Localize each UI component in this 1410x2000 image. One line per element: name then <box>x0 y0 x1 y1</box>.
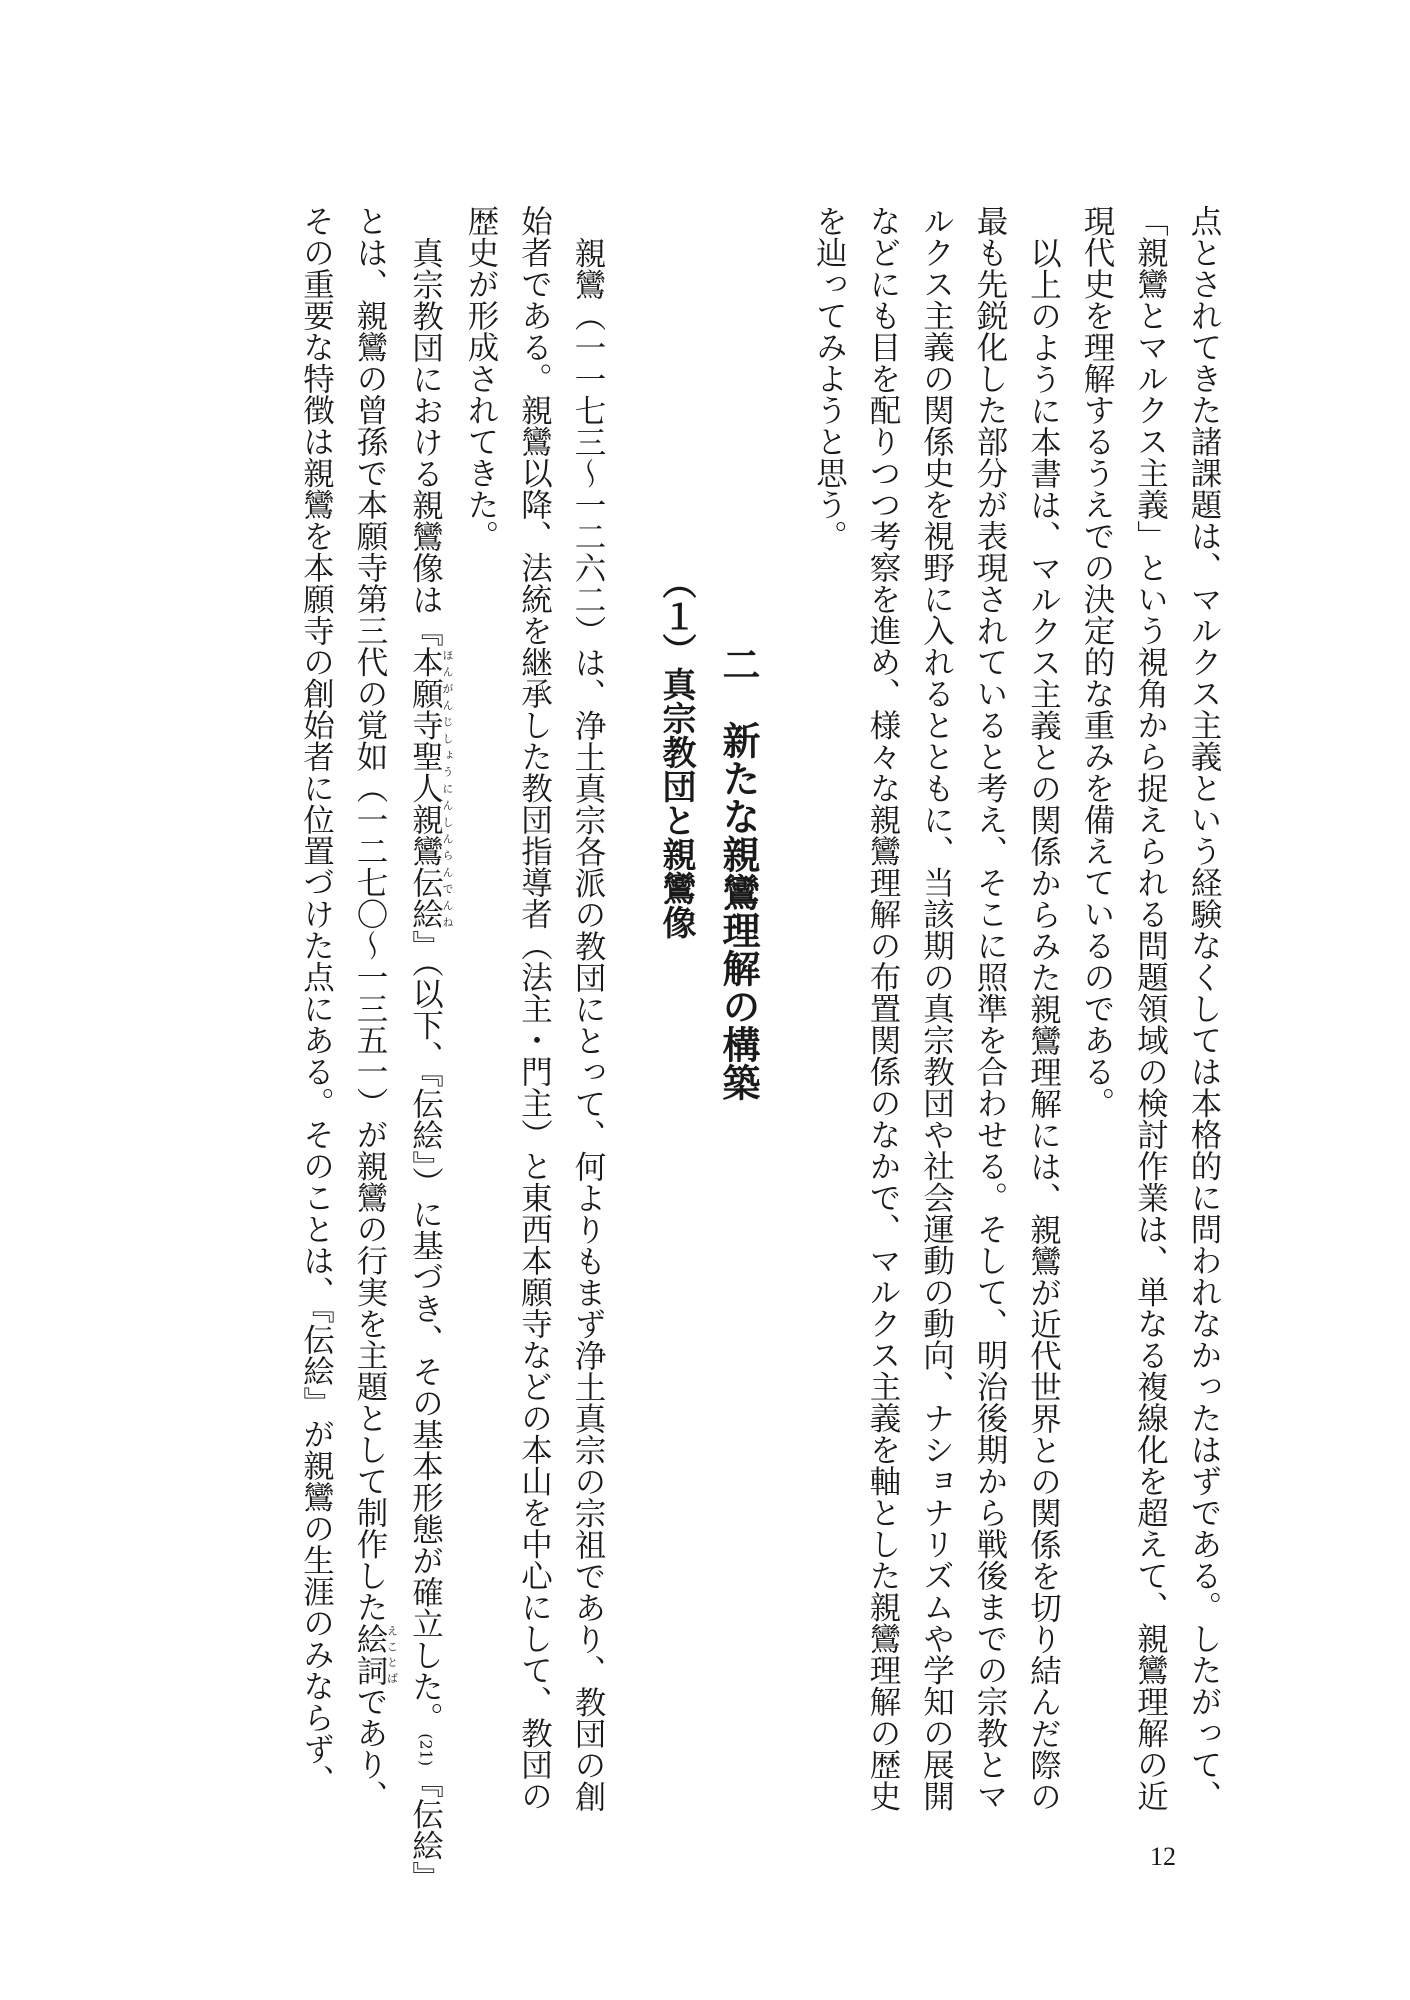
body-line: 親鸞（一一七三〜一二六二）は、浄土真宗各派の教団にとって、何よりもまず浄土真宗の宗祖であり、教団の創 <box>570 236 606 1812</box>
body-line: 歴史が形成されてきた。 <box>463 205 499 552</box>
ruby-ekotoba <box>352 1622 399 1686</box>
ruby-base: 本願寺聖人親鸞伝絵 <box>407 646 444 930</box>
body-line <box>398 205 454 1892</box>
body-line: を辿ってみようと思う。 <box>811 205 848 552</box>
text-run: とは、親鸞の曾孫で本願寺第三代の覚如（一二七〇〜一三五一）が親鸞の行実を主題として制作した <box>352 205 388 1623</box>
body-line: 点とされてきた諸課題は、マルクス主義という経験なくしては本格的に問われなかったはずである。したがって、 <box>1186 205 1222 1812</box>
body-line: 「親鸞とマルクス主義」という視角から捉えられる問題領域の検討作業は、単なる複線化を超えて、親鸞理解の近 <box>1132 205 1169 1812</box>
body-line: 最も先鋭化した部分が表現されていると考え、そこに照準を合わせる。そして、明治後期から戦後までの宗教とマ <box>972 205 1008 1812</box>
body-line <box>343 205 399 1812</box>
text-run: であり、 <box>352 1685 388 1812</box>
ruby-reading: えことば <box>385 1622 399 1686</box>
section-heading: 二 新たな親鸞理解の構築 <box>716 645 761 1101</box>
footnote-ref[interactable]: (21) <box>416 1732 436 1766</box>
text-run: 』（以下、『伝絵』）に基づき、その基本形態が確立した。 <box>407 929 444 1733</box>
body-line: ルクス主義の関係史を視野に入れるとともに、当該期の真宗教団や社会運動の動向、ナショナリズムや学知の展開 <box>918 205 955 1812</box>
text-run: 『伝絵』 <box>407 1765 444 1892</box>
spacer <box>770 205 802 206</box>
body-line: 以上のように本書は、マルクス主義との関係からみた親鸞理解には、親鸞が近代世界との関係を切り結んだ際の <box>1025 236 1062 1812</box>
body-line: 現代史を理解するうえでの決定的な重みを備えているのである。 <box>1079 205 1115 1119</box>
ruby-title <box>407 646 454 930</box>
body-line: その重要な特徴は親鸞を本願寺の創始者に位置づけた点にある。そのことは、『伝絵』が親鸞の生涯のみならず、 <box>298 205 335 1796</box>
subsection-heading: （１）真宗教団と親鸞像 <box>656 565 696 939</box>
ruby-reading: ほんがんじしょうにんしんらんでんね <box>441 646 454 930</box>
body-line: 始者である。親鸞以降、法統を継承した教団指導者（法主・門主）と東西本願寺などの本山を中心にして、教団の <box>516 205 553 1812</box>
body-line: などにも目を配りつつ考察を進め、様々な親鸞理解の布置関係のなかで、マルクス主義を軸とした親鸞理解の歴史 <box>865 205 901 1812</box>
ruby-base: 絵詞 <box>352 1622 388 1686</box>
text-run: 真宗教団における親鸞像は『 <box>407 236 444 646</box>
page-number: 12 <box>1150 1842 1176 1871</box>
spacer <box>614 205 646 206</box>
